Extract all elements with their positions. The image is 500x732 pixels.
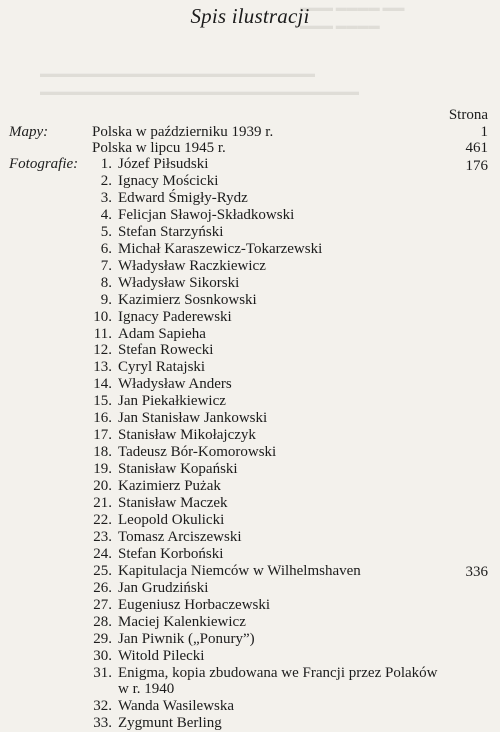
map-page-number: 1 (480, 124, 488, 140)
item-number: 30. (93, 647, 112, 664)
item-name: Kazimierz Pużak (118, 478, 221, 495)
item-number: 25. (93, 562, 112, 579)
list-item (60, 224, 460, 241)
item-name: Władysław Sikorski (118, 274, 240, 291)
item-name: Stanisław Maczek (118, 495, 228, 512)
item-name: Kazimierz Sosnkowski (118, 291, 257, 308)
list-item (60, 546, 460, 563)
item-number: 22. (93, 512, 112, 529)
item-number: 15. (93, 393, 112, 410)
item-number: 33. (93, 714, 112, 731)
item-name: Eugeniusz Horbaczewski (118, 596, 271, 613)
show-through-lines: ▬▬▬ ▬▬▬▬ ▬▬ (300, 2, 405, 14)
item-number: 29. (93, 630, 112, 647)
list-item (60, 342, 460, 359)
list-item (60, 359, 460, 376)
item-number: 9. (100, 291, 112, 308)
list-item (60, 529, 460, 546)
item-name: Stanisław Kopański (118, 461, 238, 478)
item-number: 28. (93, 613, 112, 630)
item-name: Tadeusz Bór-Komorowski (118, 444, 277, 461)
item-name: Władysław Anders (118, 376, 232, 393)
show-through-lines: ▬▬▬ ▬▬▬▬ (300, 20, 380, 32)
list-item (60, 648, 460, 665)
list-item (60, 427, 460, 444)
list-item (60, 698, 460, 715)
list-item (60, 410, 460, 427)
list-item (60, 512, 460, 529)
show-through-lines: ▬▬▬▬▬▬▬▬▬▬▬▬▬▬▬▬▬▬▬▬▬▬▬▬▬▬▬▬▬ (40, 86, 359, 98)
maps-label: Mapy: (9, 124, 49, 140)
show-through-lines: ▬▬▬▬▬▬▬▬▬▬▬▬▬▬▬▬▬▬▬▬▬▬▬▬▬ (40, 68, 315, 80)
item-name: Tomasz Arciszewski (118, 528, 242, 545)
list-item (60, 495, 460, 512)
item-number: 16. (93, 410, 112, 427)
item-number: 32. (93, 697, 112, 714)
list-item (60, 715, 460, 732)
list-item (60, 258, 460, 275)
item-number: 14. (93, 376, 112, 393)
list-item (60, 376, 460, 393)
list-item (60, 309, 460, 326)
page-column-header: Strona (448, 107, 488, 123)
list-item (60, 478, 460, 495)
map-entry: Polska w lipcu 1945 r. (92, 140, 226, 156)
item-name: Wanda Wasilewska (118, 697, 235, 714)
list-item (60, 292, 460, 309)
list-item (60, 563, 460, 580)
item-name: Felicjan Sławoj-Składkowski (118, 206, 295, 223)
list-item (60, 326, 460, 343)
list-item (60, 393, 460, 410)
item-name: Maciej Kalenkiewicz (118, 613, 246, 630)
list-item (60, 444, 460, 461)
item-number: 19. (93, 461, 112, 478)
list-item (60, 207, 460, 224)
item-name: Józef Piłsudski (118, 156, 209, 172)
item-name: Jan Piekałkiewicz (118, 393, 226, 410)
list-item (60, 241, 460, 258)
item-number: 8. (100, 274, 112, 291)
list-item (60, 275, 460, 292)
item-number: 12. (93, 342, 112, 359)
photo-page-number: 176 (465, 158, 488, 174)
item-name: Ignacy Mościcki (118, 172, 219, 189)
item-name: Stefan Rowecki (118, 342, 214, 359)
item-number: 20. (93, 478, 112, 495)
item-name: Leopold Okulicki (118, 512, 225, 529)
item-number: 21. (93, 495, 112, 512)
item-name: Stefan Korboński (118, 545, 224, 562)
item-number: 24. (93, 545, 112, 562)
list-item (60, 665, 460, 698)
item-number: 6. (100, 240, 112, 257)
item-number: 5. (100, 223, 112, 240)
item-name: Stanisław Mikołajczyk (118, 427, 256, 444)
item-number: 26. (93, 579, 112, 596)
item-name: Stefan Starzyński (118, 223, 224, 240)
map-page-number: 461 (465, 140, 488, 156)
item-number: 1. (100, 156, 112, 172)
photo-page-number: 336 (465, 564, 488, 580)
item-number: 23. (93, 528, 112, 545)
list-item (60, 173, 460, 190)
item-number: 7. (100, 257, 112, 274)
item-name: Edward Śmigły-Rydz (118, 189, 248, 206)
item-name: Władysław Raczkiewicz (118, 257, 266, 274)
photo-list (60, 156, 460, 732)
item-number: 17. (93, 427, 112, 444)
list-item (60, 580, 460, 597)
item-name: Jan Grudziński (118, 579, 209, 596)
item-name: Michał Karaszewicz-Tokarzewski (118, 240, 323, 257)
item-name: Kapitulacja Niemców w Wilhelmshaven (118, 562, 361, 579)
page-title: Spis ilustracji (190, 4, 310, 28)
item-number: 10. (93, 308, 112, 325)
item-name: Jan Stanisław Jankowski (118, 410, 268, 427)
item-name: Witold Pilecki (118, 647, 205, 664)
item-number: 18. (93, 444, 112, 461)
item-name: Zygmunt Berling (118, 714, 222, 731)
item-number: 2. (100, 172, 112, 189)
item-number: 4. (100, 206, 112, 223)
item-number: 3. (100, 189, 112, 206)
map-entry: Polska w październiku 1939 r. (92, 124, 274, 140)
list-item (60, 614, 460, 631)
photos-label: Fotografie: (9, 156, 79, 172)
item-number: 11. (93, 325, 112, 342)
item-name: Adam Sapieha (118, 325, 206, 342)
list-item (60, 631, 460, 648)
item-name: Jan Piwnik („Ponury”) (118, 630, 255, 647)
item-name: Enigma, kopia zbudowana we Francji przez Polaków w r. 1940 (118, 664, 438, 698)
item-number: 13. (93, 359, 112, 376)
item-name: Cyryl Ratajski (118, 359, 206, 376)
item-number: 27. (93, 596, 112, 613)
list-item (60, 156, 460, 173)
list-item (60, 461, 460, 478)
item-name: Ignacy Paderewski (118, 308, 232, 325)
list-item (60, 190, 460, 207)
list-item (60, 597, 460, 614)
item-number: 31. (93, 664, 112, 681)
